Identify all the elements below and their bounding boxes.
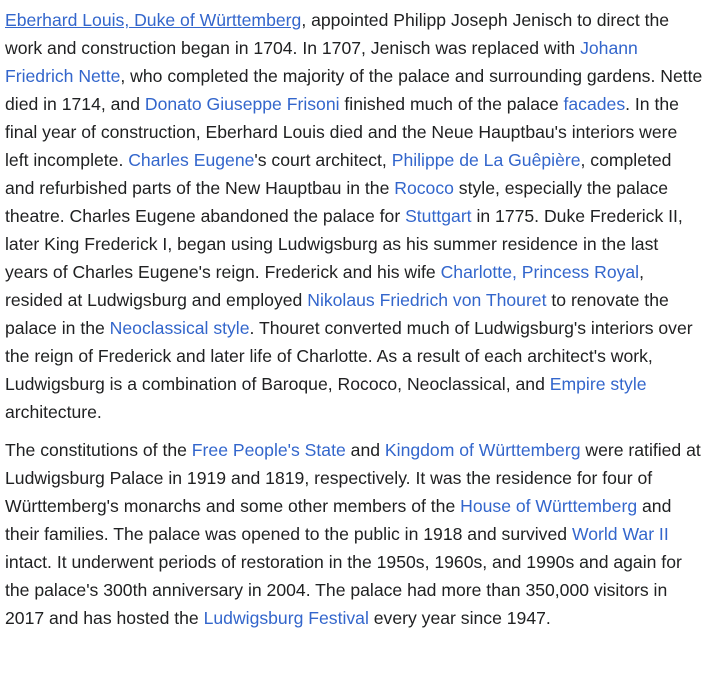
link-facades[interactable]: facades: [563, 94, 626, 114]
paragraph-text: , appointed Philipp Joseph Jenisch to direct the work and construction began in 1704. In 1707, Jenisch was replaced with: [5, 10, 670, 58]
link-rococo[interactable]: Rococo: [394, 178, 454, 198]
link-neoclassical-style[interactable]: Neoclassical style: [109, 318, 250, 338]
link-donato-giuseppe-frisoni[interactable]: Donato Giuseppe Frisoni: [144, 94, 340, 114]
paragraph-text: , who completed the majority of the palace and surrounding gardens. Nette died in 1714, and: [5, 66, 703, 114]
paragraph-text: intact. It underwent periods of restoration in the 1950s, 1960s, and 1990s and again for the palace's 300th anniversary in 2004. The palace had more than 350,000 visitors in 2017 and has hosted the: [5, 552, 682, 628]
link-world-war-ii[interactable]: World War II: [571, 524, 669, 544]
paragraph-text: architecture.: [5, 402, 102, 422]
paragraph-2: [5, 436, 705, 632]
link-kingdom-of-wurttemberg[interactable]: Kingdom of Württemberg: [384, 440, 581, 460]
link-ludwigsburg-festival[interactable]: Ludwigsburg Festival: [203, 608, 369, 628]
link-empire-style[interactable]: Empire style: [549, 374, 647, 394]
link-philippe-de-la-guepiere[interactable]: Philippe de La Guêpière: [391, 150, 581, 170]
paragraph-text: finished much of the palace: [339, 94, 564, 114]
link-johann-friedrich-nette[interactable]: Johann Friedrich Nette: [5, 38, 638, 86]
paragraph-text: 's court architect,: [254, 150, 392, 170]
paragraph-text: . Thouret converted much of Ludwigsburg's interiors over the reign of Frederick and later life of Charlotte. As a result of each architect's work, Ludwigsburg is a combination of Baroque, Rococo, Neoclassical, and: [5, 318, 693, 394]
paragraph-text: style, especially the palace theatre. Charles Eugene abandoned the palace for: [5, 178, 669, 226]
paragraph-text: and their families. The palace was opened to the public in 1918 and survived: [5, 496, 672, 544]
paragraph-text: The constitutions of the: [5, 440, 192, 460]
link-charles-eugene[interactable]: Charles Eugene: [128, 150, 255, 170]
link-nikolaus-friedrich-von-thouret[interactable]: Nikolaus Friedrich von Thouret: [307, 290, 547, 310]
paragraph-text: . In the final year of construction, Eberhard Louis died and the Neue Hauptbau's interiors were left incomplete.: [5, 94, 679, 170]
paragraph-text: in 1775. Duke Frederick II, later King Frederick I, began using Ludwigsburg as his summer residence in the last years of Charles Eugene's reign. Frederick and his wife: [5, 206, 683, 282]
article-body: [5, 6, 705, 632]
paragraph-text: to renovate the palace in the: [5, 290, 669, 338]
paragraph-text: , completed and refurbished parts of the New Hauptbau in the: [5, 150, 672, 198]
link-stuttgart[interactable]: Stuttgart: [405, 206, 472, 226]
link-free-people-s-state[interactable]: Free People's State: [191, 440, 346, 460]
paragraph-1: [5, 6, 705, 426]
link-eberhard-louis-duke-of-wurttemberg[interactable]: Eberhard Louis, Duke of Württemberg: [5, 10, 302, 30]
paragraph-text: every year since 1947.: [368, 608, 551, 628]
link-charlotte-princess-royal[interactable]: Charlotte, Princess Royal: [440, 262, 640, 282]
paragraph-text: and: [345, 440, 385, 460]
paragraph-text: were ratified at Ludwigsburg Palace in 1919 and 1819, respectively. It was the residence for four of Württemberg's monarchs and some other members of the: [5, 440, 701, 516]
link-house-of-wurttemberg[interactable]: House of Württemberg: [460, 496, 638, 516]
paragraph-text: , resided at Ludwigsburg and employed: [5, 262, 644, 310]
